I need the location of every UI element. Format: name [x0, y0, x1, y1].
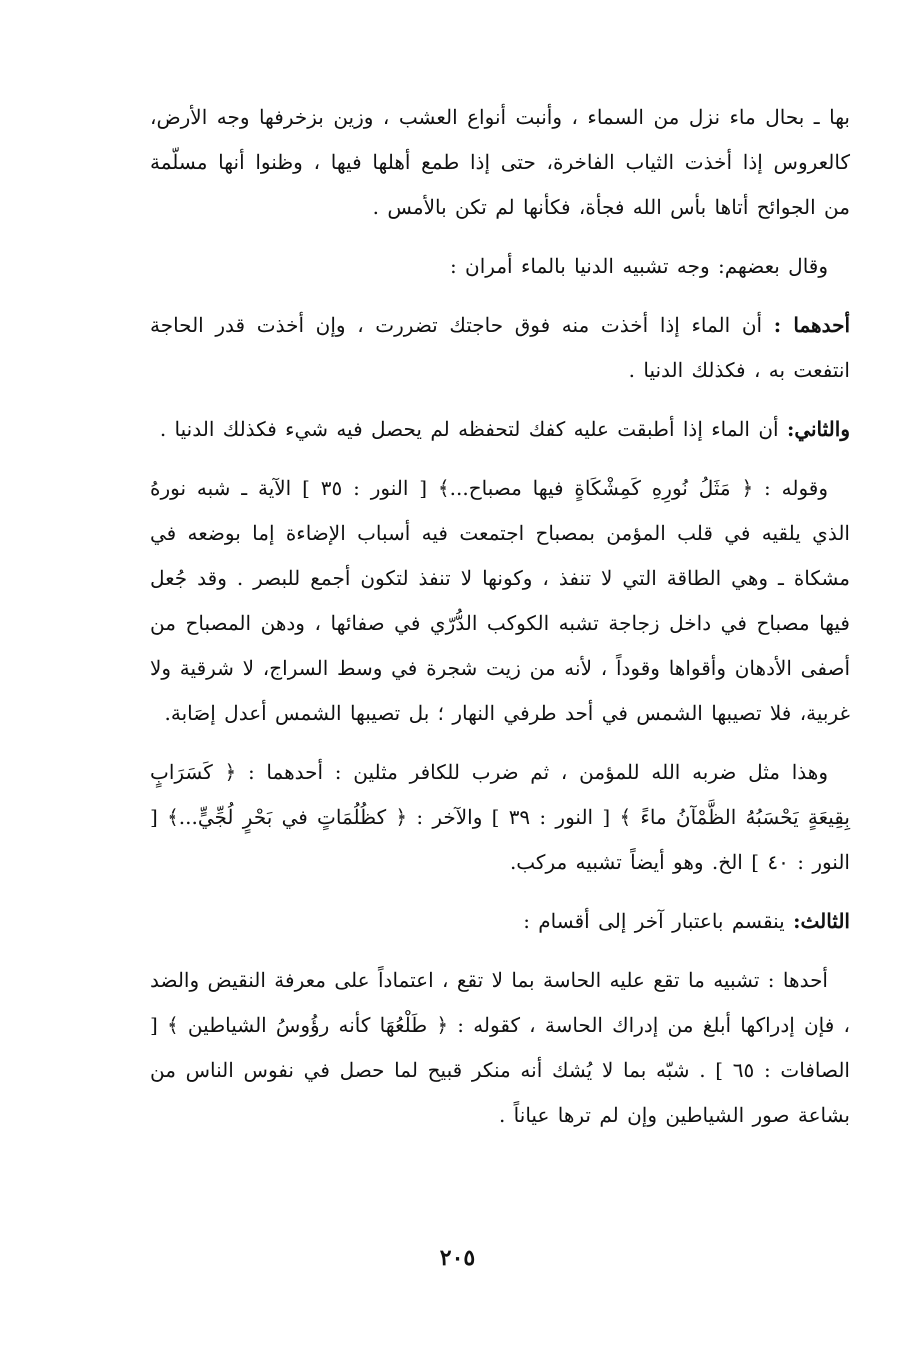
paragraph-3-text: أن الماء إذا أخذت منه فوق حاجتك تضررت ، وإن أخذت قدر الحاجة انتفعت به ، فكذلك الدنيا .	[150, 313, 850, 382]
paragraph-4-text: أن الماء إذا أطبقت عليه كفك لتحفظه لم يحصل فيه شيء فكذلك الدنيا .	[159, 417, 779, 441]
page-number: ٢٠٥	[439, 1245, 476, 1271]
paragraph-7-text: ينقسم باعتبار آخر إلى أقسام :	[523, 909, 785, 933]
paragraph-3-lead: أحدهما :	[773, 313, 851, 337]
paragraph-1-text: بها ـ بحال ماء نزل من السماء ، وأنبت أنواع العشب ، وزين بزخرفها وجه الأرض، كالعروس إذا أخذت الثياب الفاخرة، حتى إذا طمع أهلها فيها ، وظنوا أنها مسلّمة من الجوائح أتاها بأس الله فجأة، فكأنها لم تكن بالأمس .	[150, 105, 850, 219]
paragraph-8-text: أحدها : تشبيه ما تقع عليه الحاسة بما لا تقع ، اعتماداً على معرفة النقيض والضد ، فإن إدراكها أبلغ من إدراك الحاسة ، كقوله : ﴿ طَلْعُهَا كأنه رؤُوسُ الشياطين ﴾ [ الصافات : ٦٥ ] . شبّه بما لا يُشك أنه منكر قبيح لما حصل في نفوس الناس من بشاعة صور الشياطين وإن لم ترها عياناً .	[150, 968, 850, 1127]
paragraph-7	[150, 899, 850, 944]
paragraph-6-text: وهذا مثل ضربه الله للمؤمن ، ثم ضرب للكافر مثلين : أحدهما : ﴿ كَسَرَابٍ بِقِيعَةٍ يَحْسَبُهُ الظَّمْآنُ ماءً ﴾ [ النور : ٣٩ ] والآخر : ﴿ كظُلُمَاتٍ في بَحْرٍ لُجِّيٍّ...﴾ [ النور : ٤٠ ] الخ. وهو أيضاً تشبيه مركب.	[150, 760, 850, 874]
paragraph-2-text: وقال بعضهم: وجه تشبيه الدنيا بالماء أمران :	[449, 254, 828, 278]
paragraph-6	[150, 750, 850, 885]
paragraph-3	[150, 303, 850, 393]
page-body	[150, 95, 850, 1152]
paragraph-5	[150, 466, 850, 736]
paragraph-4	[150, 407, 850, 452]
paragraph-7-lead: الثالث:	[793, 909, 850, 933]
paragraph-8	[150, 958, 850, 1138]
paragraph-5-text: وقوله : ﴿ مَثَلُ نُورِهِ كَمِشْكَاةٍ فيها مصباح...﴾ [ النور : ٣٥ ] الآية ـ شبه نورهُ الذي يلقيه في قلب المؤمن بمصباح اجتمعت فيه أسباب الإضاءة إما بوضعه في مشكاة ـ وهي الطاقة التي لا تنفذ ، وكونها لا تنفذ لتكون أجمع للبصر . وقد جُعل فيها مصباح في داخل زجاجة تشبه الكوكب الدُّرّي في صفائها ، ودهن المصباح من أصفى الأدهان وأقواها وقوداً ، لأنه من زيت شجرة في وسط السراج، لا شرقية ولا غربية، فلا تصيبها الشمس في أحد طرفي النهار ؛ بل تصيبها الشمس أعدل إصَابة.	[150, 476, 850, 725]
paragraph-4-lead: والثاني:	[786, 417, 850, 441]
paragraph-1	[150, 95, 850, 230]
paragraph-2	[150, 244, 850, 289]
